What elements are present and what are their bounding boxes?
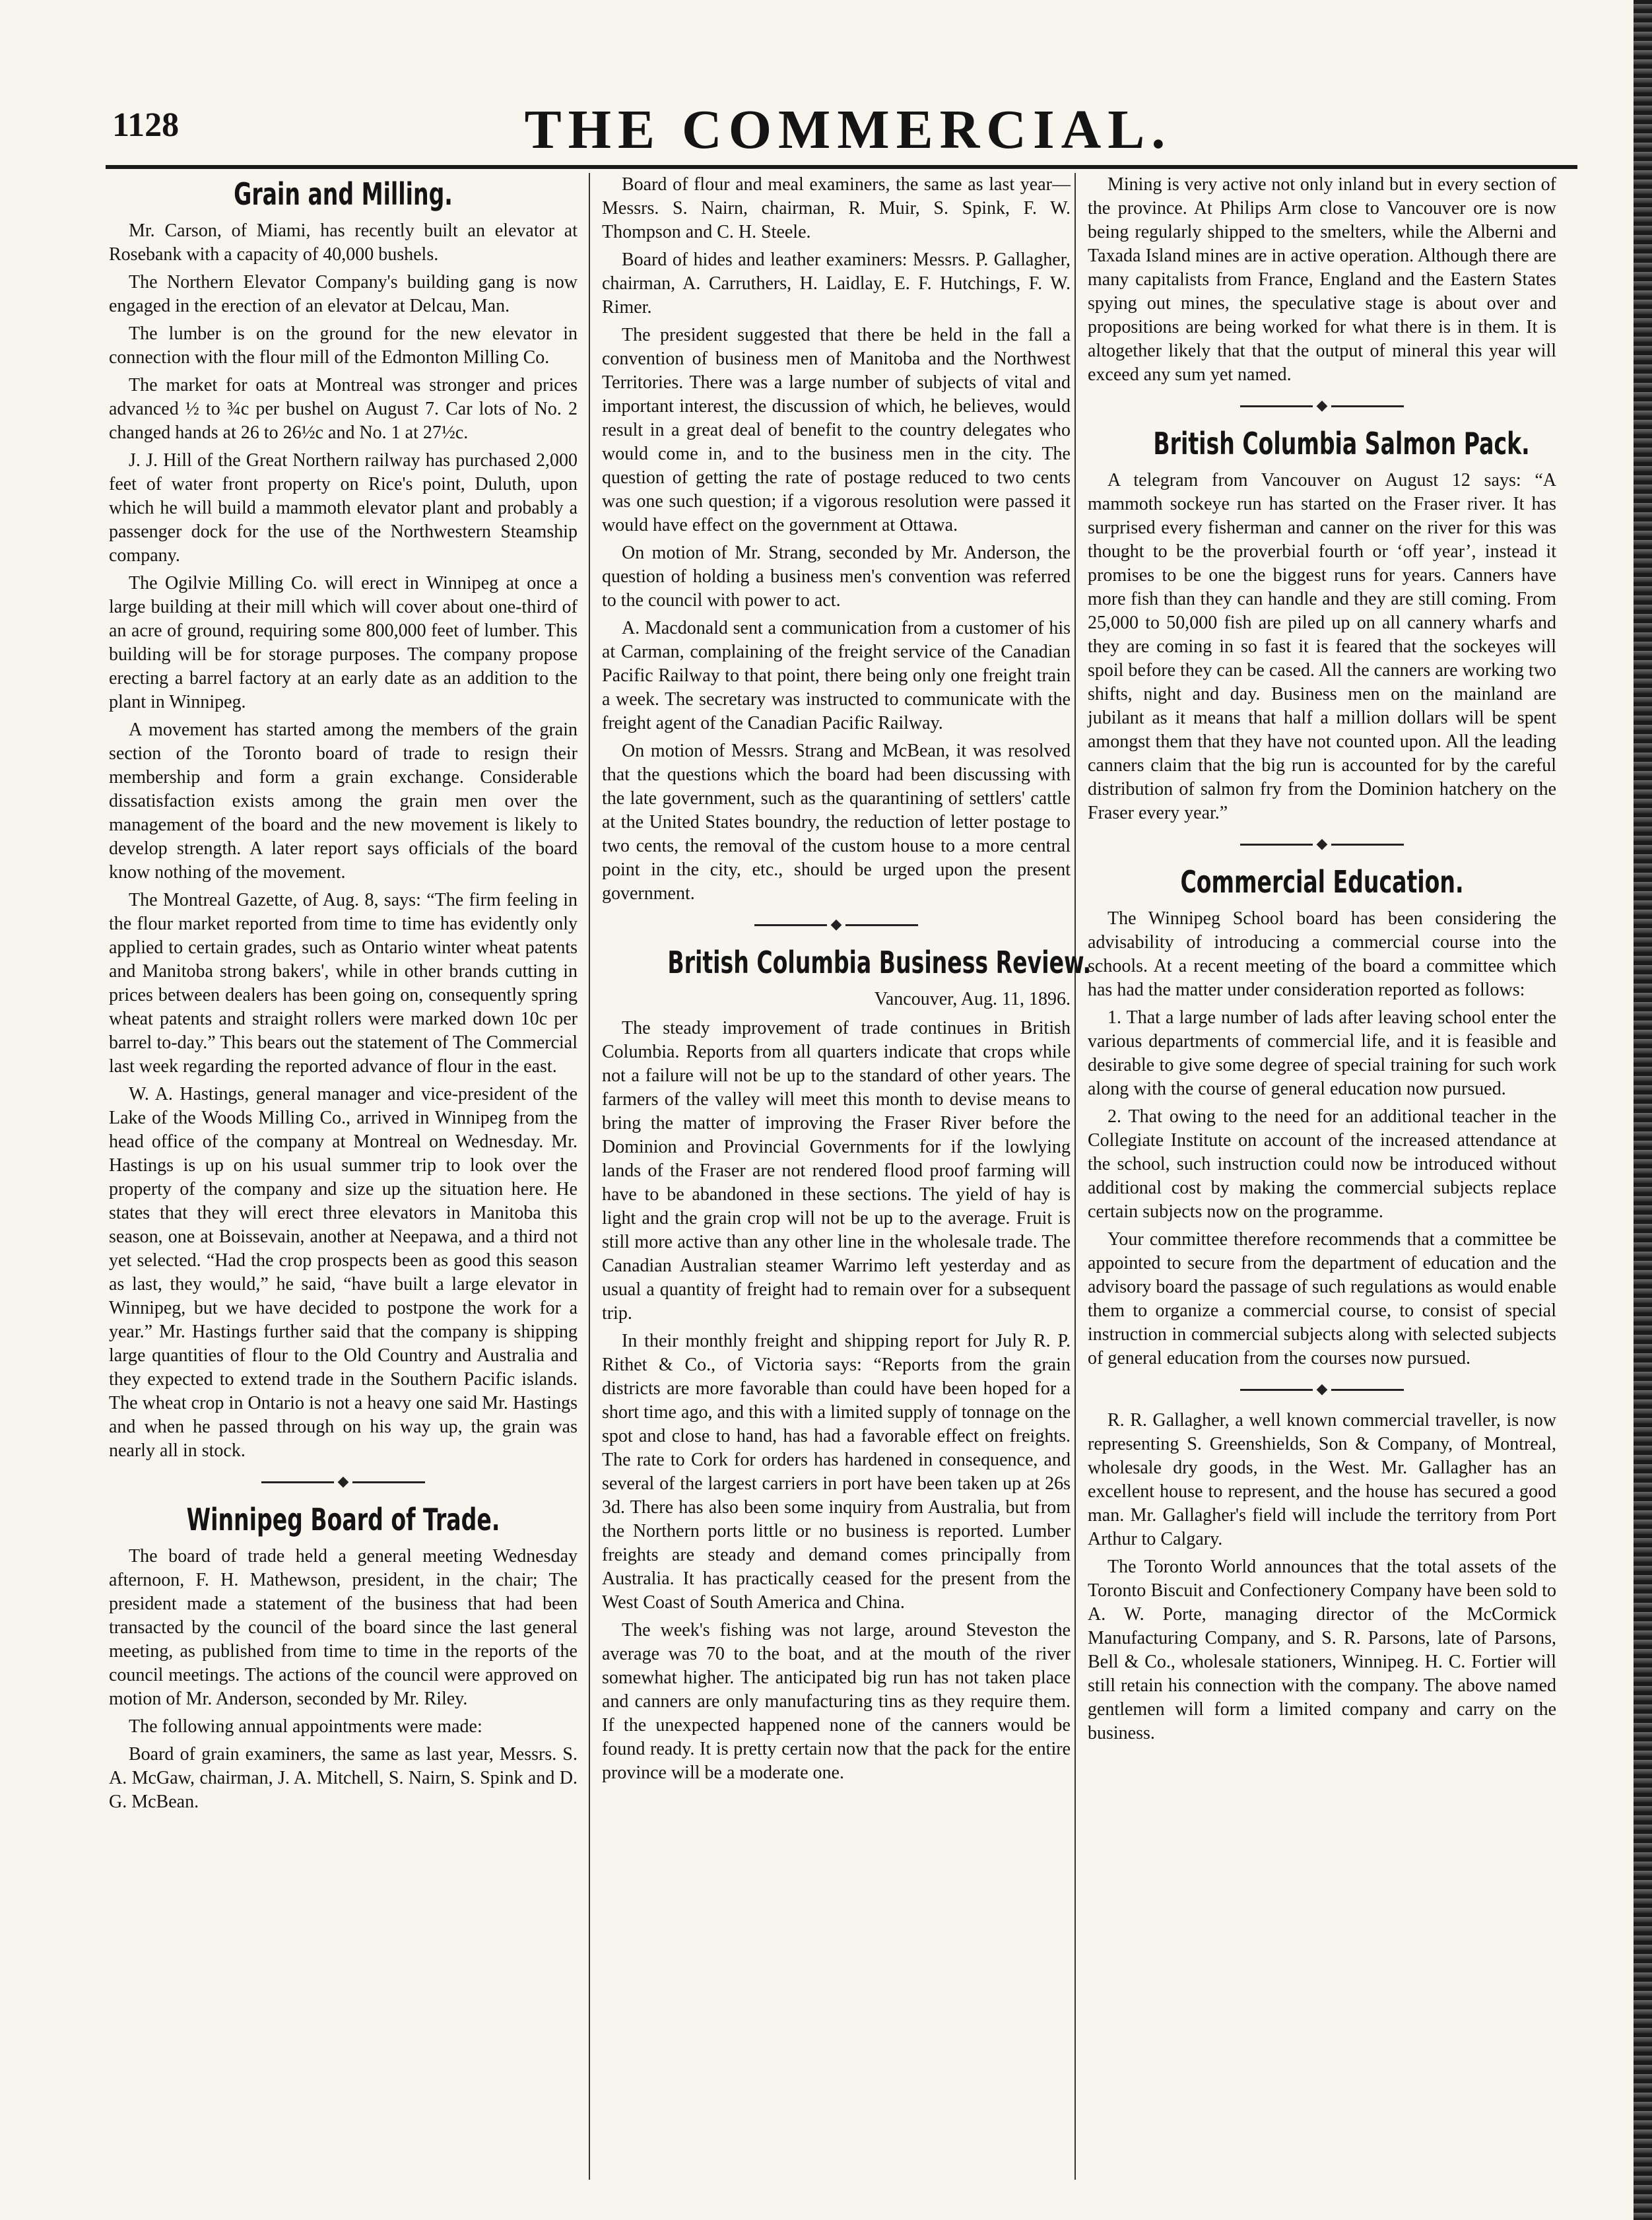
section-divider-ornament: ◆ bbox=[109, 1469, 578, 1493]
article-paragraph: The Northern Elevator Company's building gang is now engaged in the erection of an elevator at Delcau, Man. bbox=[109, 272, 578, 316]
article-paragraph: 1. That a large number of lads after leaving school enter the various departments of commercial life, and it is feasible and desirable to give some degree of special training for such work along with the course of general education now pursued. bbox=[1088, 1007, 1556, 1099]
column-2 bbox=[602, 173, 1092, 1789]
header-rule bbox=[106, 165, 1577, 169]
column-3 bbox=[1088, 173, 1556, 1749]
article-paragraph: The board of trade held a general meeting Wednesday afternoon, F. H. Mathewson, president, in the chair; The president made a statement of the business that had been transacted by the council of the board since the last general meeting, as published from time to time in the reports of the council meetings. The actions of the council were approved on motion of Mr. Anderson, seconded by Mr. Riley. bbox=[109, 1546, 578, 1709]
section-divider-ornament: ◆ bbox=[1088, 832, 1556, 856]
section-divider-ornament: ◆ bbox=[602, 912, 1071, 936]
section-divider-ornament: ◆ bbox=[1088, 1377, 1556, 1401]
scan-binding-edge bbox=[1634, 0, 1652, 2220]
masthead-title: THE COMMERCIAL. bbox=[524, 99, 1172, 160]
article-paragraph: On motion of Mr. Strang, seconded by Mr. Anderson, the question of holding a business men's convention was referred to the council with power to act. bbox=[602, 543, 1071, 611]
article-paragraph: Mining is very active not only inland but in every section of the province. At Philips Arm close to Vancouver ore is now being regularly shipped to the smelters, while the Alberni and Taxada Island mines are in active operation. Although there are many capitalists from France, England and the Eastern States spying out mines, the speculative stage is about over and propositions are being worked for what there is in them. It is altogether likely that that the output of mineral this year will exceed any sum yet named. bbox=[1088, 174, 1556, 385]
column-divider bbox=[1074, 173, 1076, 2180]
dateline: Vancouver, Aug. 11, 1896. bbox=[874, 989, 1071, 1009]
article-paragraph: The Montreal Gazette, of Aug. 8, says: “The firm feeling in the flour market reported from time to time has evidently only applied to certain grades, such as Ontario winter wheat patents and Manitoba strong bakers', while in other brands cutting in prices between dealers has been going on, consequently spring wheat patents and straight rollers were marked down 10c per barrel to-day.” This bears out the statement of The Commercial last week regarding the reported advance of flour in the east. bbox=[109, 890, 578, 1077]
heading-bc-salmon-pack: British Columbia Salmon Pack. bbox=[1153, 426, 1530, 461]
article-paragraph: In their monthly freight and shipping report for July R. P. Rithet & Co., of Victoria says: “Reports from the grain districts are more favorable than could have been hoped for a short time ago, and this with a limited supply of tonnage on the spot and close to hand, has had a favorable effect on freights. The rate to Cork for orders has hardened in consequence, and several of the largest carriers in port have been taken up at 26s 3d. There has also been some inquiry from Australia, but from the Northern ports little or no business is reported. Lumber freights are steady and demand comes principally from Australia. It has practically ceased for the present from the West Coast of South America and China. bbox=[602, 1331, 1071, 1613]
article-paragraph: The market for oats at Montreal was stronger and prices advanced ½ to ¾c per bushel on August 7. Car lots of No. 2 changed hands at 26 to 26½c and No. 1 at 27½c. bbox=[109, 375, 578, 443]
article-paragraph: The Winnipeg School board has been considering the advisability of introducing a commercial course into the schools. At a recent meeting of the board a committee which has had the matter under consideration reported as follows: bbox=[1088, 908, 1556, 1000]
column-divider bbox=[589, 173, 590, 2180]
article-paragraph: A telegram from Vancouver on August 12 says: “A mammoth sockeye run has started on the Fraser river. It has surprised every fisherman and canner on the river for this was thought to be the proverbial fourth or ‘off year’, instead it promises to be one the biggest runs for years. Canners have more fish than they can handle and they are still coming. From 25,000 to 50,000 fish are piled up on all cannery wharfs and they are coming in so fast it is feared that the sockeyes will spoil before they can be cased. All the canners are working two shifts, night and day. Business men on the mainland are jubilant as it means that half a million dollars will be spent amongst them that they have not counted upon. All the leading canners claim that the big run is accounted for by the careful distribution of salmon fry from the Dominion hatchery on the Fraser every year.” bbox=[1088, 470, 1556, 823]
article-paragraph: Board of hides and leather examiners: Messrs. P. Gallagher, chairman, A. Carruthers, H. Laidlay, E. F. Hutchings, F. W. Rimer. bbox=[602, 250, 1071, 318]
article-paragraph: R. R. Gallagher, a well known commercial traveller, is now representing S. Greenshields, Son & Company, of Montreal, wholesale dry goods, in the West. Mr. Gallagher has an excellent house to represent, and the house has secured a good man. Mr. Gallagher's field will include the territory from Port Arthur to Calgary. bbox=[1088, 1410, 1556, 1549]
article-paragraph: The Ogilvie Milling Co. will erect in Winnipeg at once a large building at their mill which will cover about one-third of an acre of ground, requiring some 800,000 feet of lumber. This building will be for storage purposes. The company propose erecting a barrel factory at an early date as an addition to the plant in Winnipeg. bbox=[109, 573, 578, 712]
article-paragraph: J. J. Hill of the Great Northern railway has purchased 2,000 feet of water front property on Rice's point, Duluth, upon which he will build a mammoth elevator plant and probably a passenger dock for the use of the Northwestern Steamship company. bbox=[109, 450, 578, 566]
heading-winnipeg-board-of-trade: Winnipeg Board of Trade. bbox=[186, 1502, 500, 1537]
running-head bbox=[106, 98, 1591, 170]
article-paragraph: The lumber is on the ground for the new elevator in connection with the flour mill of the Edmonton Milling Co. bbox=[109, 323, 578, 368]
column-1 bbox=[109, 173, 578, 1818]
heading-commercial-education: Commercial Education. bbox=[1180, 864, 1464, 900]
article-paragraph: The president suggested that there be held in the fall a convention of business men of Manitoba and the Northwest Territories. There was a large number of subjects of vital and important interest, the discussion of which, he believes, would result in a great deal of benefit to the country delegates who would come in, and to the business men in the city. The question of getting the rate of postage reduced to two cents was one such question; if a vigorous resolution were passed it would have effect on the government at Ottawa. bbox=[602, 325, 1071, 535]
article-paragraph: The week's fishing was not large, around Steveston the average was 70 to the boat, and at the mouth of the river somewhat higher. The anticipated big run has not taken place and canners are only manufacturing tins as they require them. If the unexpected happened none of the canners would be found ready. It is pretty certain now that the pack for the entire province will be a moderate one. bbox=[602, 1620, 1071, 1783]
article-paragraph: On motion of Messrs. Strang and McBean, it was resolved that the questions which the board had been discussing with the late government, such as the quarantining of settlers' cattle at the United States boundry, the reduction of letter postage to two cents, the removal of the custom house to a more central point in the city, etc., should be urged upon the present government. bbox=[602, 741, 1071, 904]
heading-bc-business-review: British Columbia Business Review. bbox=[667, 945, 1092, 980]
article-paragraph: The steady improvement of trade continues in British Columbia. Reports from all quarters indicate that crops while not a failure will not be up to the standard of other years. The farmers of the valley will meet this month to devise means to bring the matter of improving the Fraser River before the Dominion and Provincial Governments for if the lowlying lands of the Fraser are not rendered flood proof farming will have to be abandoned in these sections. The yield of hay is light and the grain crop will not be up to the average. Fruit is still more active than any other line in the wholesale trade. The Canadian Australian steamer Warrimo left yesterday and as usual a quantity of freight had to remain over for a subsequent trip. bbox=[602, 1018, 1071, 1324]
article-paragraph: Board of grain examiners, the same as last year, Messrs. S. A. McGaw, chairman, J. A. Mitchell, S. Nairn, S. Spink and D. G. McBean. bbox=[109, 1744, 578, 1812]
article-paragraph: W. A. Hastings, general manager and vice-president of the Lake of the Woods Milling Co., arrived in Winnipeg from the head office of the company at Montreal on Wednesday. Mr. Hastings is up on his usual summer trip to look over the property of the company and size up the situation here. He states that they will erect three elevators in Manitoba this season, one at Boissevain, another at Neepawa, and a third not yet selected. “Had the crop prospects been as good this season as last, they would,” he said, “have built a large elevator in Winnipeg, but we have decided to postpone the work for a year.” Mr. Hastings further said that the company is shipping large quantities of flour to the Old Country and Australia and they expected to extend trade in the Southern Pacific islands. The wheat crop in Ontario is not a heavy one said Mr. Hastings and when he passed through on his way up, the grain was nearly all in stock. bbox=[109, 1084, 578, 1461]
page-number: 1128 bbox=[112, 106, 180, 144]
article-paragraph: Mr. Carson, of Miami, has recently built an elevator at Rosebank with a capacity of 40,000 bushels. bbox=[109, 220, 578, 265]
article-paragraph: The following annual appointments were made: bbox=[129, 1716, 482, 1737]
article-paragraph: The Toronto World announces that the total assets of the Toronto Biscuit and Confectionery Company have been sold to A. W. Porte, managing director of the McCormick Manufacturing Company, and S. R. Parsons, late of Parsons, Bell & Co., wholesale stationers, Winnipeg. H. C. Fortier will still retain his connection with the company. The above named gentlemen will form a limited company and carry on the business. bbox=[1088, 1557, 1556, 1743]
article-paragraph: A. Macdonald sent a communication from a customer of his at Carman, complaining of the freight service of the Canadian Pacific Railway to that point, there being only one freight train a week. The secretary was instructed to communicate with the freight agent of the Canadian Pacific Railway. bbox=[602, 618, 1071, 733]
article-paragraph: 2. That owing to the need for an additional teacher in the Collegiate Institute on account of the increased attendance at the school, such instruction could now be introduced without additional cost by making the commercial subjects replace certain subjects now on the programme. bbox=[1088, 1106, 1556, 1222]
section-divider-ornament: ◆ bbox=[1088, 393, 1556, 417]
article-paragraph: A movement has started among the members of the grain section of the Toronto board of trade to resign their membership and form a grain exchange. Considerable dissatisfaction exists among the grain men over the management of the board and the new movement is likely to develop strength. A later report says officials of the board know nothing of the movement. bbox=[109, 720, 578, 883]
article-paragraph: Your committee therefore recommends that a committee be appointed to secure from the department of education and the advisory board the passage of such regulations as would enable them to organize a commercial course, to consist of special instruction in commercial subjects along with selected subjects of general education from the courses now pursued. bbox=[1088, 1229, 1556, 1368]
heading-grain-and-milling: Grain and Milling. bbox=[234, 176, 453, 212]
article-paragraph: Board of flour and meal examiners, the same as last year—Messrs. S. Nairn, chairman, R. Muir, S. Spink, F. W. Thompson and C. H. Steele. bbox=[602, 174, 1071, 242]
